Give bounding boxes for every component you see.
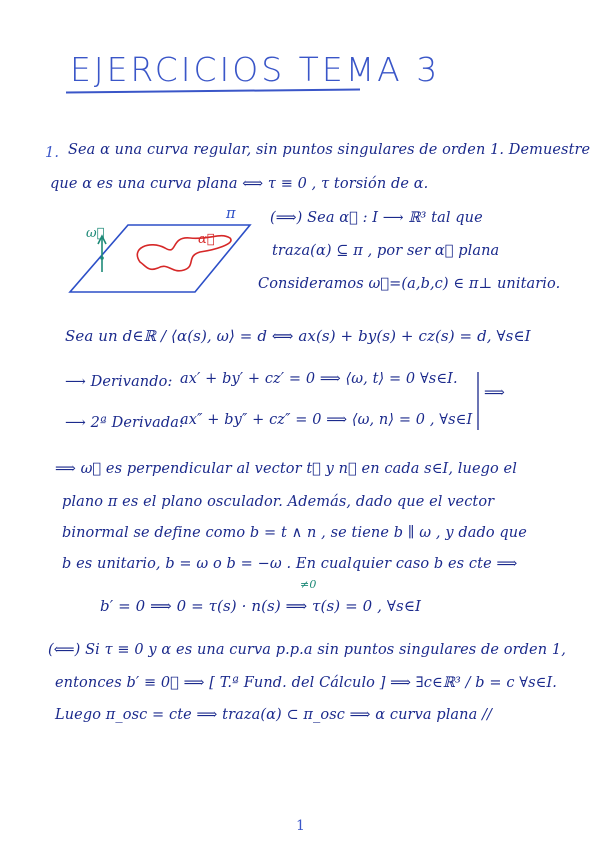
derivative2-equation: ax″ + by″ + cz″ = 0 ⟹ ⟨ω, n⟩ = 0 , ∀s∈I xyxy=(180,412,473,428)
curve-label: α⃗ xyxy=(198,232,215,247)
paragraph-line2: plano π es el plano osculador. Además, dado que el vector xyxy=(62,494,495,510)
nonzero-mark: ≠0 xyxy=(300,578,317,591)
page-number: 1 xyxy=(296,818,305,834)
forward-line2: traza(α) ⊆ π , por ser α⃗ plana xyxy=(272,243,500,259)
exercise-number: 1. xyxy=(45,145,60,161)
brace-arrow: ⟹ xyxy=(484,385,505,401)
plane-label: π xyxy=(226,206,236,222)
forward-line4: Sea un d∈ℝ / ⟨α(s), ω⟩ = d ⟺ ax(s) + by(s) + cz(s) = d, ∀s∈I xyxy=(65,327,531,345)
forward-line1: (⟹) Sea α⃗ : I ⟶ ℝ³ tal que xyxy=(270,210,483,226)
exercise-statement-line1: Sea α una curva regular, sin puntos singulares de orden 1. Demuestre xyxy=(68,142,591,158)
backward-line3: Luego π_osc = cte ⟹ traza(α) ⊂ π_osc ⟹ α curva plana // xyxy=(55,707,493,723)
normal-label: ω⃗ xyxy=(86,226,105,241)
backward-line1: (⟸) Si τ ≡ 0 y α es una curva p.p.a sin puntos singulares de orden 1, xyxy=(48,642,566,658)
page-title: EJERCICIOS TEMA 3 xyxy=(70,50,441,89)
paragraph-line4: b es unitario, b = ω o b = −ω . En cualquier caso b es cte ⟹ xyxy=(62,556,518,572)
backward-line2: entonces b′ ≡ 0⃗ ⟹ [ T.ª Fund. del Cálculo ] ⟹ ∃c∈ℝ³ / b = c ∀s∈I. xyxy=(55,675,558,691)
derivative1-equation: ax′ + by′ + cz′ = 0 ⟹ ⟨ω, t⟩ = 0 ∀s∈I. xyxy=(180,371,458,387)
derivative1-label: ⟶ Derivando: xyxy=(65,374,173,390)
torsion-equation: b′ = 0 ⟹ 0 = τ(s) · n(s) ⟹ τ(s) = 0 , ∀s∈I xyxy=(100,597,422,615)
derivative2-label: ⟶ 2ª Derivada: xyxy=(65,415,184,431)
paragraph-line3: binormal se define como b = t ∧ n , se tiene b ∥ ω , y dado que xyxy=(62,525,527,541)
forward-line3: Consideramos ω⃗=(a,b,c) ∈ π⊥ unitario. xyxy=(258,276,561,292)
normal-vector-base xyxy=(100,256,104,260)
exercise-statement-line2: que α es una curva plana ⟺ τ ≡ 0 , τ torsión de α. xyxy=(50,176,429,192)
paragraph-line1: ⟹ ω⃗ es perpendicular al vector t⃗ y n⃗ en cada s∈I, luego el xyxy=(55,461,517,477)
